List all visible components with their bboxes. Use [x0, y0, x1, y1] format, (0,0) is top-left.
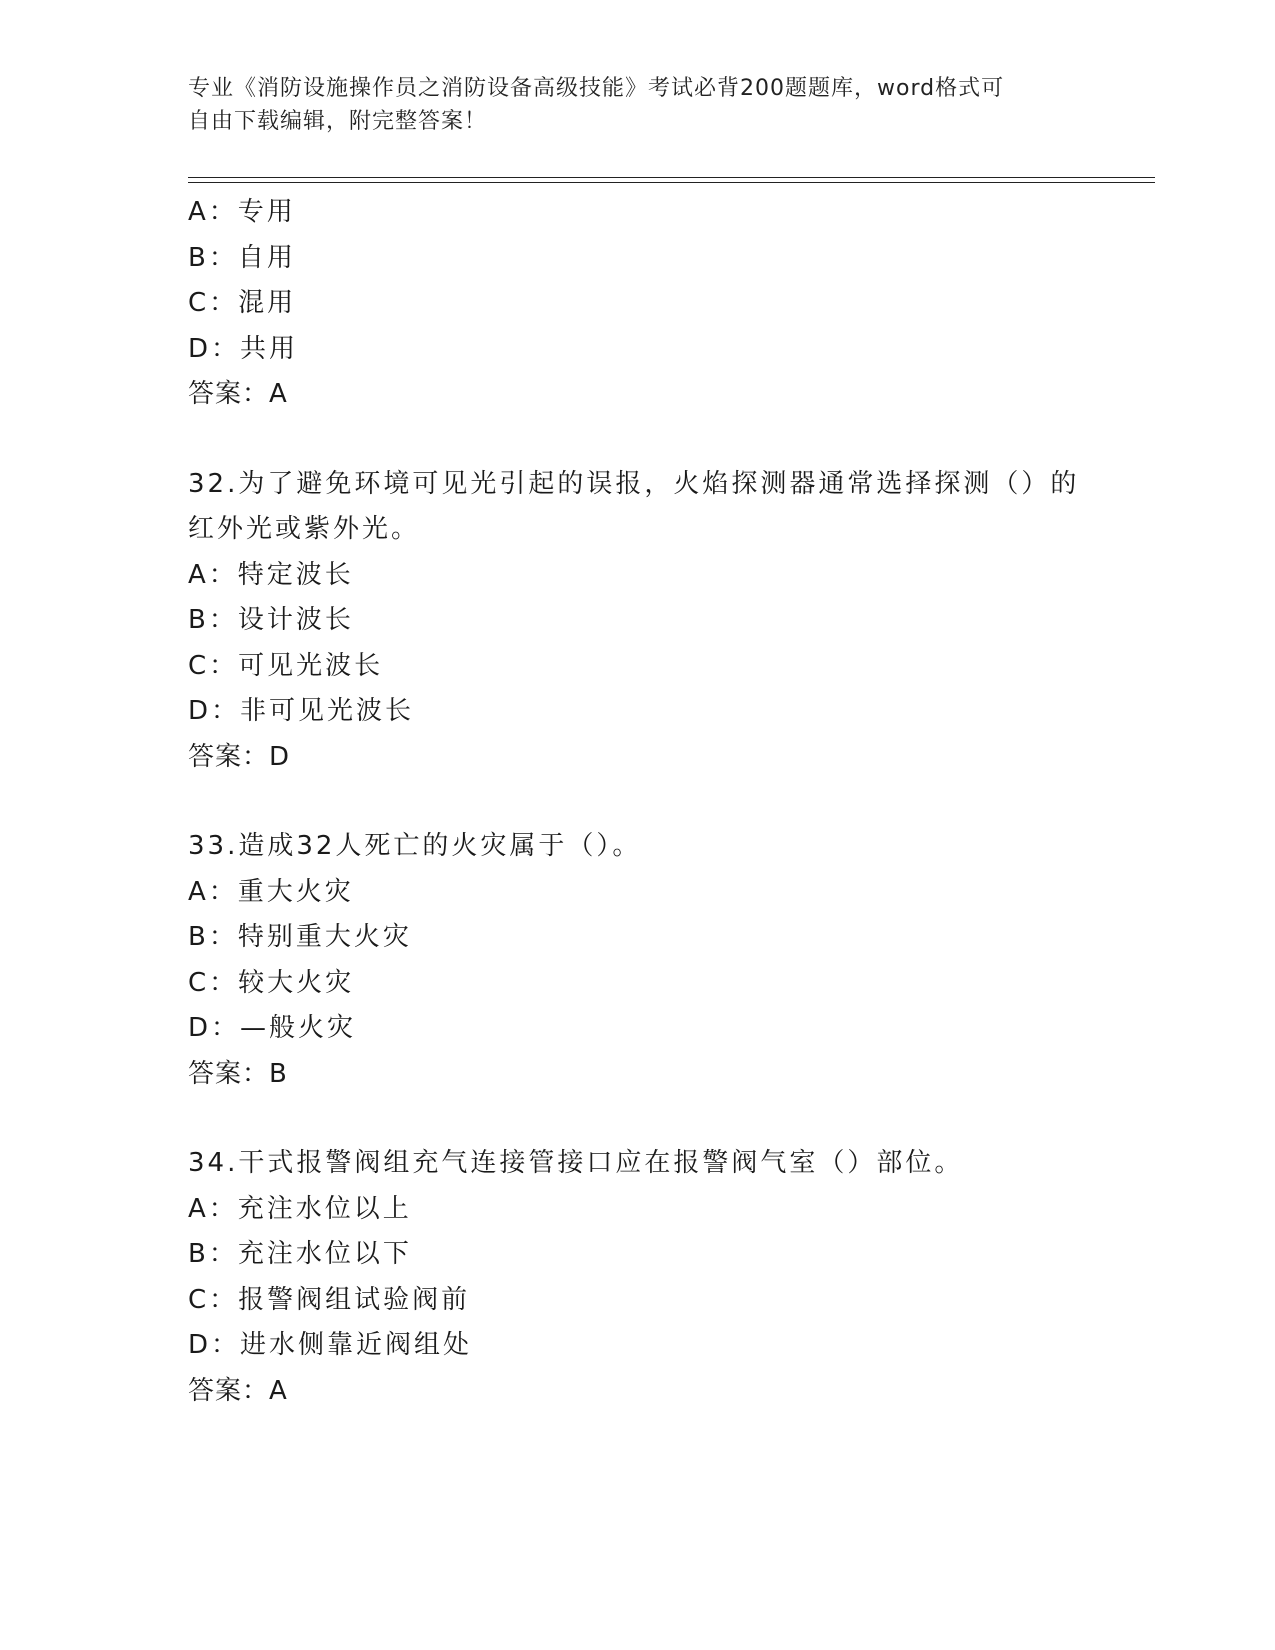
option-d: D：进水侧靠近阀组处: [188, 1330, 473, 1360]
option-c: C：报警阀组试验阀前: [188, 1284, 471, 1315]
option-d: D：共用: [188, 333, 299, 364]
option-a: A：特定波长: [188, 559, 354, 590]
question-list: [188, 190, 1148, 1414]
option-b: B：充注水位以下: [188, 1239, 412, 1269]
option-a: A：充注水位以上: [188, 1193, 412, 1224]
answer-line: 答案：B: [188, 1058, 288, 1089]
option-a: A：重大火灾: [188, 876, 354, 907]
question-stem-continued: 红外光或紫外光。: [188, 514, 421, 544]
header-line-2: 自由下载编辑，附完整答案！: [188, 109, 488, 134]
option-c: C：较大火灾: [188, 967, 355, 998]
option-b: B：特别重大火灾: [188, 922, 412, 952]
option-d: D：非可见光波长: [188, 696, 415, 726]
answer-line: 答案：A: [188, 379, 288, 409]
option-d: D：—般火灾: [188, 1013, 357, 1043]
header-divider-bottom: [188, 182, 1155, 183]
option-b: B：设计波长: [188, 605, 354, 635]
option-c: C：可见光波长: [188, 650, 384, 681]
option-c: C：混用: [188, 288, 297, 318]
answer-line: 答案：D: [188, 741, 291, 772]
question-block-33: [188, 824, 1148, 1097]
question-stem: 34.干式报警阀组充气连接管接口应在报警阀气室（）部位。: [188, 1148, 964, 1178]
option-b: B：自用: [188, 242, 296, 273]
option-a: A：专用: [188, 197, 296, 227]
question-block-prev: [188, 190, 1148, 418]
question-stem: 33.造成32人死亡的火灾属于（）。: [188, 831, 642, 861]
header-line-1: 专业《消防设施操作员之消防设备高级技能》考试必背200题题库，word格式可: [188, 76, 1005, 101]
question-block-32: [188, 462, 1148, 781]
question-block-34: [188, 1141, 1148, 1414]
answer-line: 答案：A: [188, 1375, 288, 1406]
document-header: [188, 72, 1088, 138]
question-stem: 32.为了避免环境可见光引起的误报，火焰探测器通常选择探测（）的: [188, 468, 1080, 499]
header-divider-top: [188, 177, 1155, 178]
